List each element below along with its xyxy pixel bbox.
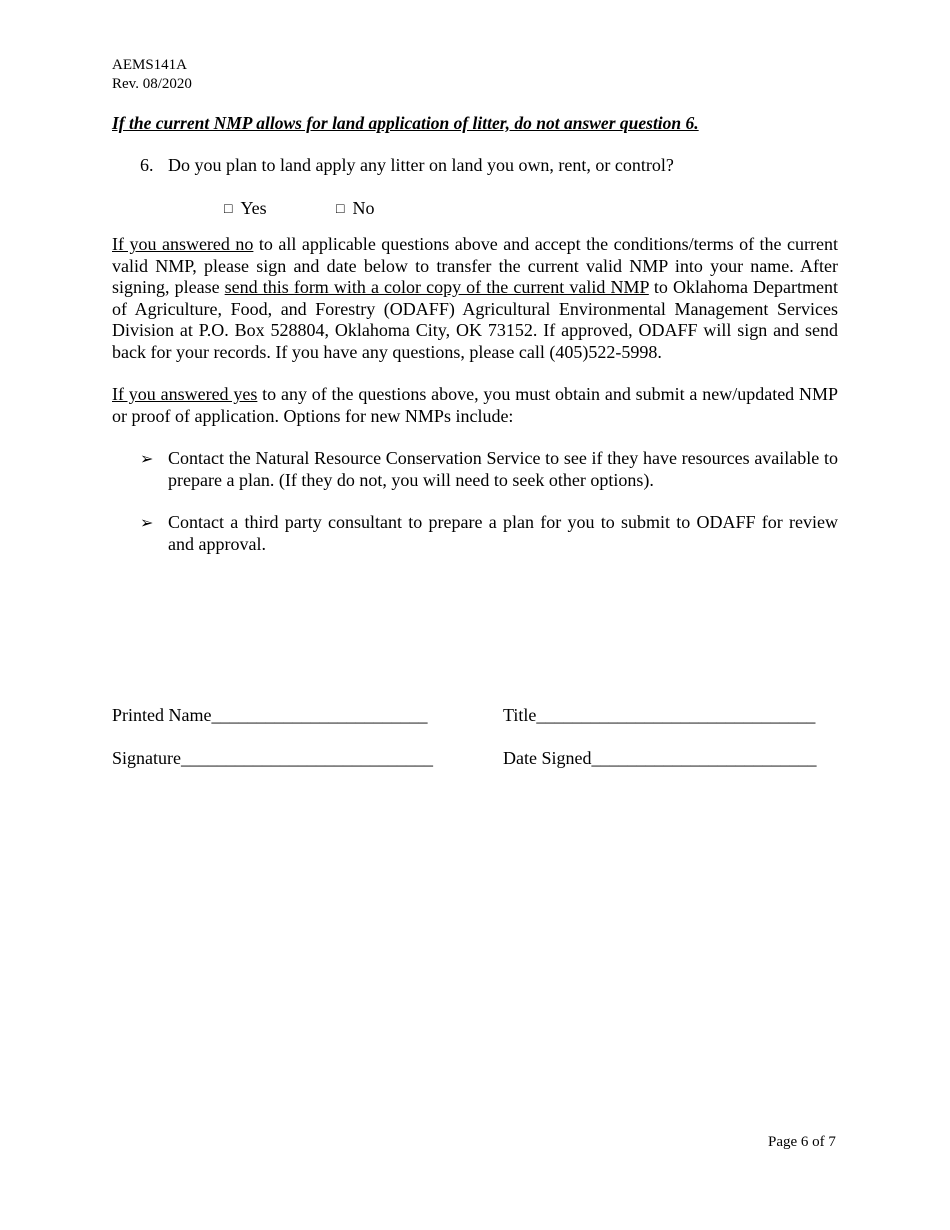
bullet-arrow-icon: ➢ <box>140 451 154 468</box>
title-field[interactable]: Title_______________________________ <box>503 705 816 725</box>
answered-no-send-instruction: send this form with a color copy of the current valid NMP <box>224 277 649 297</box>
question-number: 6. <box>140 155 154 175</box>
instructions-if-no <box>112 234 838 363</box>
option-consultant: Contact a third party consultant to prepare a plan for you to submit to ODAFF for review and approval. <box>168 512 838 554</box>
notice-heading: If the current NMP allows for land application of litter, do not answer question 6. <box>112 113 699 133</box>
option-yes-label: Yes <box>240 198 267 218</box>
answered-no-lead: If you answered no <box>112 234 254 254</box>
answered-yes-text: to any of the questions above, you must obtain and submit a new/updated NMP or proof of application. Options for new NMPs include: <box>112 384 839 426</box>
printed-name-field[interactable]: Printed Name________________________ <box>112 705 428 725</box>
answered-no-text-2: to Oklahoma Department of Agriculture, Food, and Forestry (ODAFF) Agricultural Environmental Management Services Division at P.O. Box 528804, Oklahoma City, OK 73152. If approved, ODAFF will sign and send back for your records. If you have any questions, please call (405)522-5998. <box>112 277 839 362</box>
checkbox-icon[interactable]: □ <box>224 202 233 217</box>
form-id: AEMS141A <box>112 57 188 73</box>
instructions-if-yes <box>112 384 838 427</box>
option-yes[interactable] <box>224 198 267 219</box>
question-text: Do you plan to land apply any litter on land you own, rent, or control? <box>168 155 674 175</box>
page-number: Page 6 of 7 <box>768 1134 836 1150</box>
option-no[interactable] <box>336 198 374 219</box>
answered-yes-lead: If you answered yes <box>112 384 258 404</box>
signature-field[interactable]: Signature____________________________ <box>112 748 433 768</box>
bullet-arrow-icon: ➢ <box>140 515 154 532</box>
option-no-label: No <box>352 198 375 218</box>
option-nrcs: Contact the Natural Resource Conservation Service to see if they have resources available to prepare a plan. (If they do not, you will need to seek other options). <box>168 448 838 490</box>
checkbox-icon[interactable]: □ <box>336 202 345 217</box>
date-signed-field[interactable]: Date Signed_________________________ <box>503 748 817 768</box>
answered-no-text-1: to all applicable questions above and accept the conditions/terms of the current valid NMP, please sign and date below to transfer the current valid NMP into your name. After signing, please <box>112 234 838 297</box>
revision-date: Rev. 08/2020 <box>112 76 192 92</box>
